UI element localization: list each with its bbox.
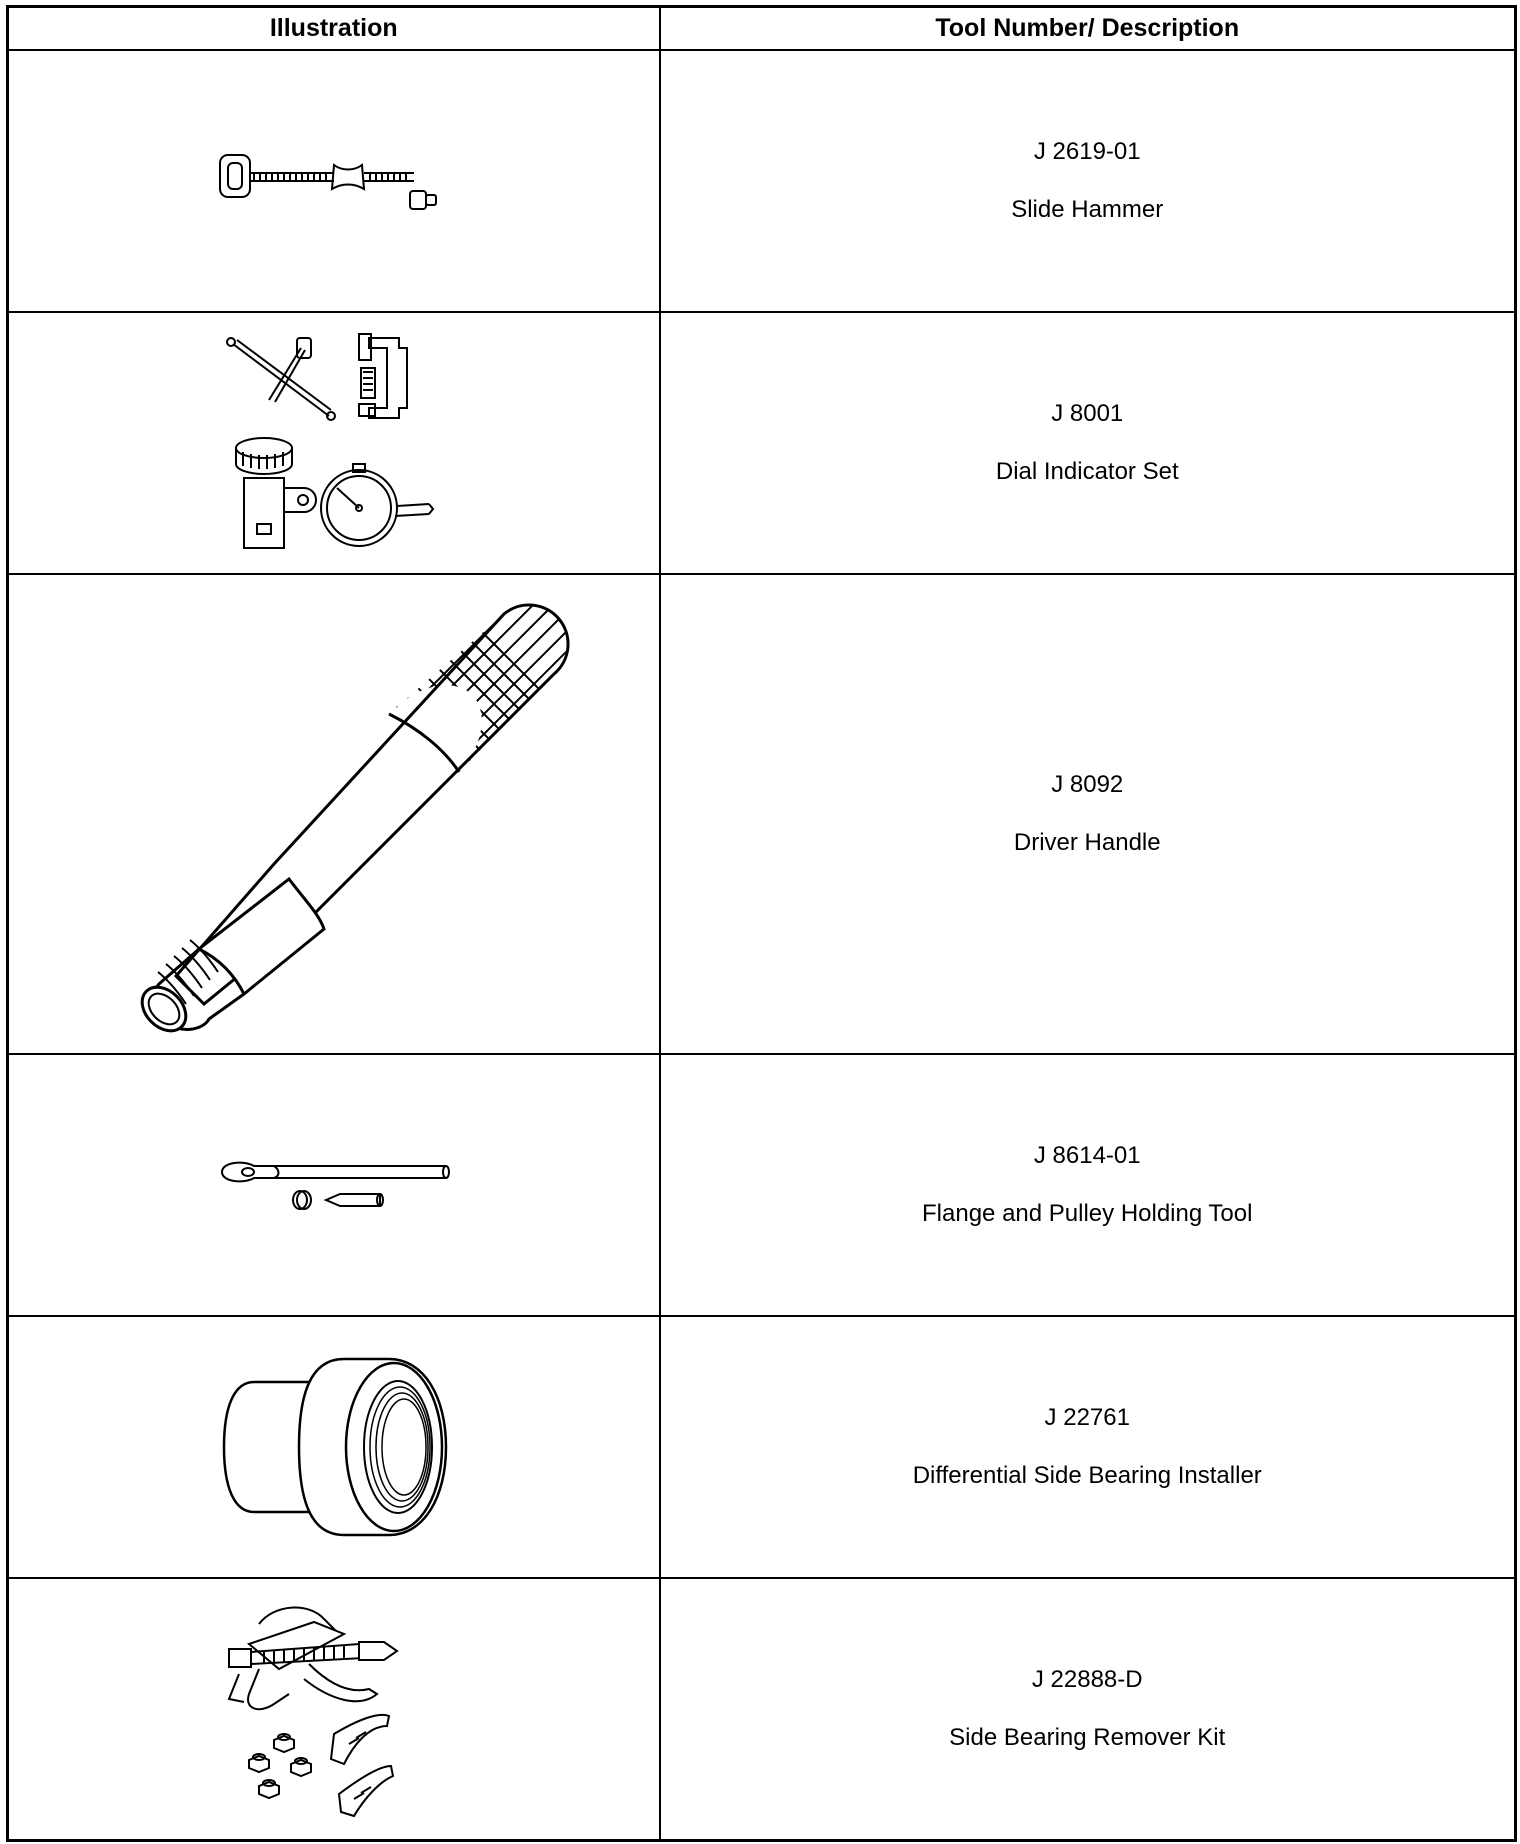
driver-handle-illustration bbox=[74, 584, 594, 1044]
illustration-cell bbox=[8, 574, 660, 1054]
table-row bbox=[8, 1054, 1516, 1316]
table-row bbox=[8, 574, 1516, 1054]
tool-number: J 8092 bbox=[1051, 771, 1124, 798]
tool-table bbox=[6, 5, 1517, 1842]
description-cell bbox=[660, 1054, 1516, 1316]
header-row bbox=[8, 7, 1516, 51]
illustration-cell bbox=[8, 1316, 660, 1578]
bearing-remover-kit-illustration bbox=[219, 1594, 449, 1824]
tool-number: J 22888-D bbox=[1031, 1666, 1143, 1693]
tool-description: Driver Handle bbox=[1013, 829, 1161, 856]
description-cell bbox=[660, 574, 1516, 1054]
illustration-cell bbox=[8, 1054, 660, 1316]
tool-description: Slide Hammer bbox=[1011, 196, 1164, 223]
tool-description: Side Bearing Remover Kit bbox=[949, 1724, 1226, 1751]
table-row bbox=[8, 1578, 1516, 1841]
tool-description: Differential Side Bearing Installer bbox=[912, 1462, 1262, 1489]
holding-tool-illustration bbox=[214, 1150, 454, 1220]
description-cell bbox=[660, 50, 1516, 312]
slide-hammer-illustration bbox=[214, 141, 454, 221]
dial-indicator-set-illustration bbox=[219, 328, 449, 558]
illustration-cell bbox=[8, 1578, 660, 1841]
table-row bbox=[8, 312, 1516, 574]
description-cell bbox=[660, 1578, 1516, 1841]
bearing-installer-illustration bbox=[214, 1347, 454, 1547]
tool-description: Dial Indicator Set bbox=[995, 458, 1179, 485]
tool-number: J 2619-01 bbox=[1033, 138, 1141, 165]
tool-number: J 22761 bbox=[1044, 1404, 1130, 1431]
illustration-cell bbox=[8, 312, 660, 574]
description-cell bbox=[660, 312, 1516, 574]
column-header-illustration: Illustration bbox=[8, 7, 660, 51]
description-cell bbox=[660, 1316, 1516, 1578]
tool-number: J 8614-01 bbox=[1033, 1142, 1141, 1169]
illustration-cell bbox=[8, 50, 660, 312]
tool-number: J 8001 bbox=[1051, 400, 1124, 427]
tool-description: Flange and Pulley Holding Tool bbox=[922, 1200, 1253, 1227]
table-row bbox=[8, 50, 1516, 312]
column-header-tool-description: Tool Number/ Description bbox=[660, 7, 1516, 51]
table-row bbox=[8, 1316, 1516, 1578]
